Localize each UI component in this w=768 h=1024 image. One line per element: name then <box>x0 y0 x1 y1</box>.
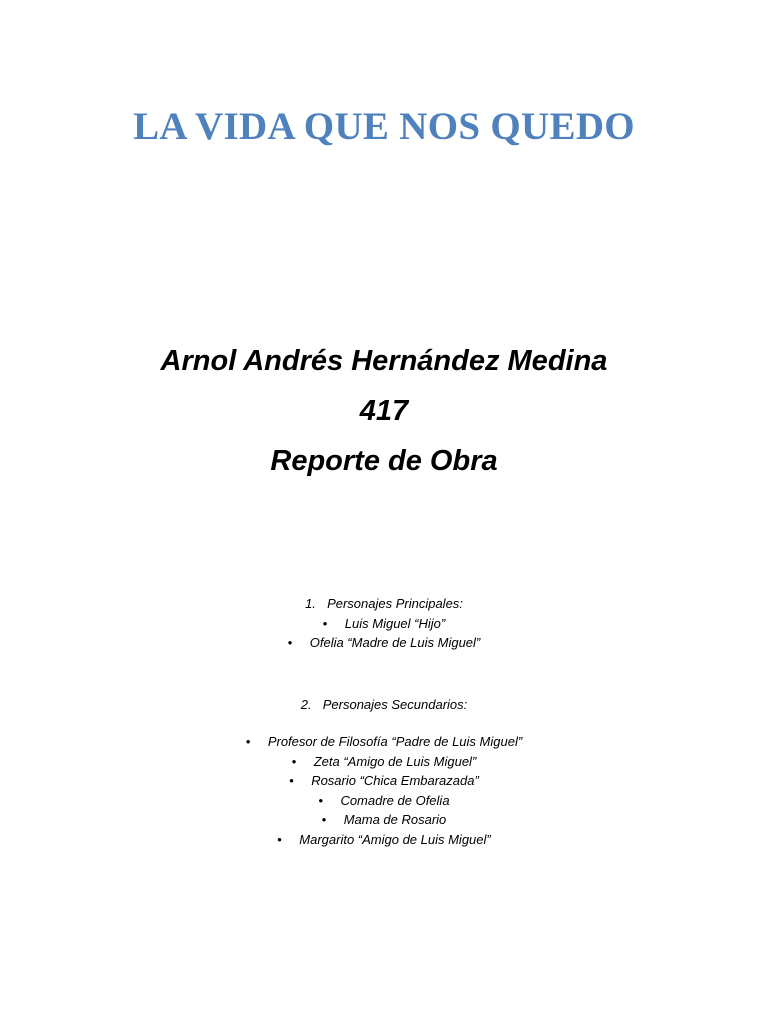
list-item-text: Margarito “Amigo de Luis Miguel” <box>299 831 491 847</box>
list-item-text: Ofelia “Madre de Luis Miguel” <box>309 635 481 650</box>
report-type: Reporte de Obra <box>270 445 498 477</box>
author-block <box>0 336 768 486</box>
list-item-text: Profesor de Filosofía “Padre de Luis Miguel” <box>267 734 523 749</box>
section-main-characters <box>0 594 768 653</box>
bullet-icon: • <box>318 792 323 808</box>
bullet-icon: • <box>289 773 294 788</box>
section-secondary-characters-list <box>0 732 768 849</box>
document-title: LA VIDA QUE NOS QUEDO <box>133 105 635 148</box>
section-heading-text: Personajes Secundarios: <box>322 697 468 712</box>
list-item-text: Comadre de Ofelia <box>340 792 450 808</box>
author-name: Arnol Andrés Hernández Medina <box>160 345 608 377</box>
section-heading-text: Personajes Principales: <box>327 596 463 611</box>
list-item-text: Mama de Rosario <box>343 812 447 827</box>
list-item-text: Luis Miguel “Hijo” <box>344 615 446 631</box>
list-item <box>0 791 768 811</box>
bullet-icon: • <box>321 812 327 827</box>
section-secondary-characters-heading <box>0 695 768 715</box>
section-heading <box>0 695 768 715</box>
bullet-icon: • <box>245 734 251 749</box>
list-item <box>0 732 768 752</box>
bullet-icon: • <box>277 831 282 847</box>
list-item <box>0 830 768 850</box>
bullet-icon: • <box>322 615 328 631</box>
section-number: 2. <box>300 697 312 712</box>
list-item <box>0 771 768 791</box>
bullet-icon: • <box>287 635 293 650</box>
list-item-text: Rosario “Chica Embarazada” <box>311 773 479 788</box>
section-heading <box>0 594 768 614</box>
list-item <box>0 614 768 634</box>
list-item <box>0 633 768 653</box>
bullet-icon: • <box>291 753 297 769</box>
list-item <box>0 752 768 772</box>
list-item-text: Zeta “Amigo de Luis Miguel” <box>313 753 477 769</box>
section-number: 1. <box>305 596 316 611</box>
list-item <box>0 810 768 830</box>
group-number: 417 <box>359 395 409 427</box>
